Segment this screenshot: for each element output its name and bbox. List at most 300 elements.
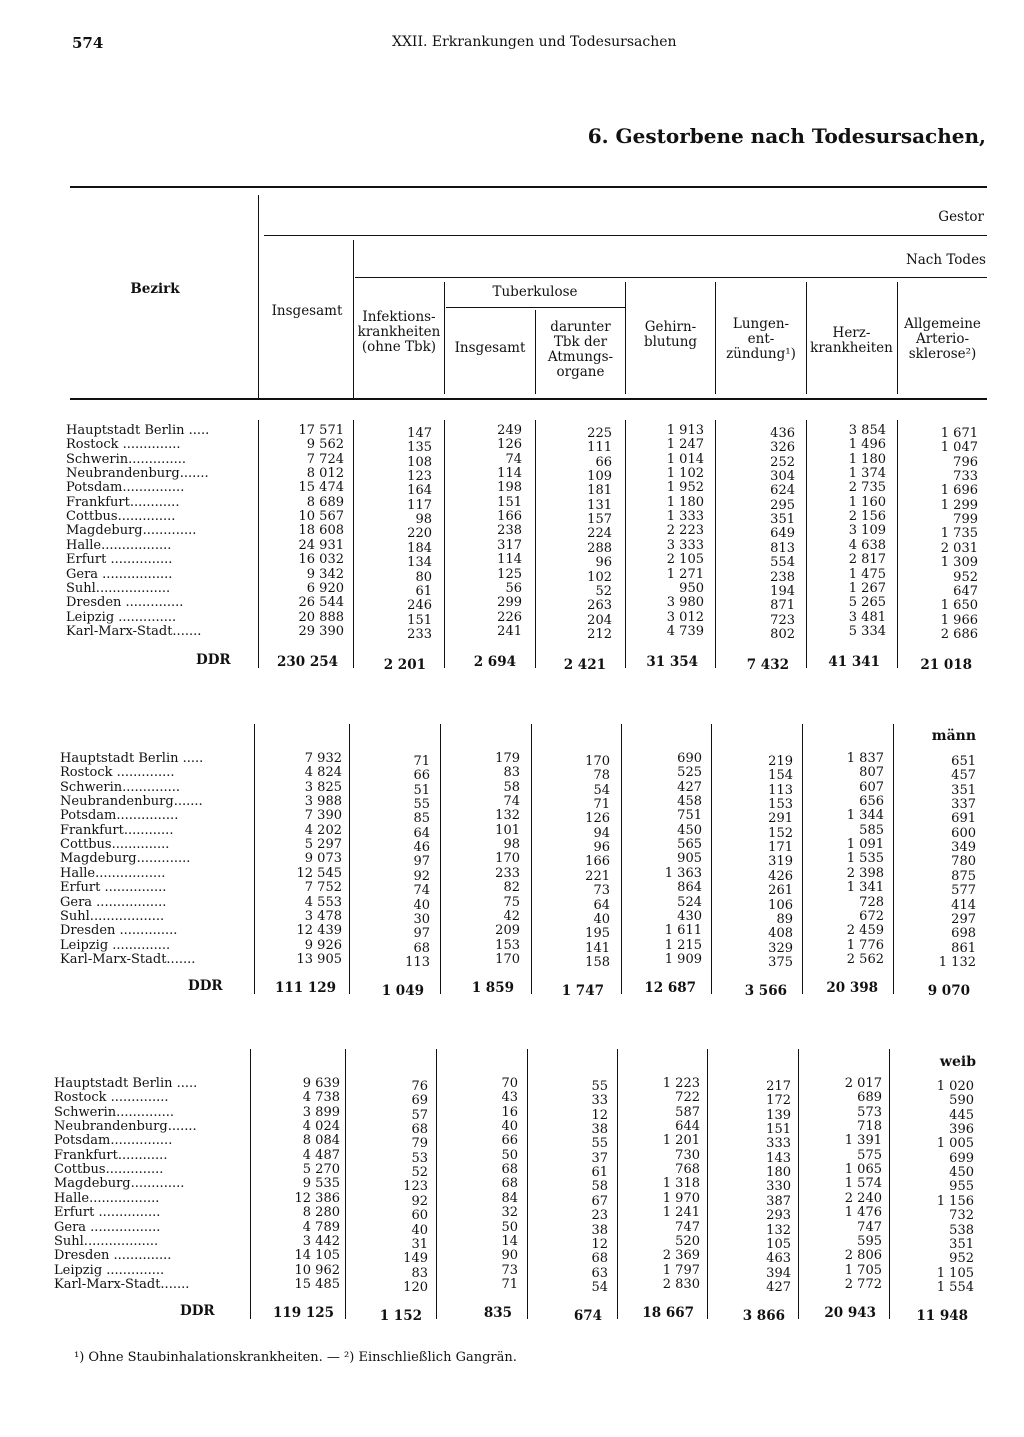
cell-value: 813	[770, 540, 795, 556]
cell-value: 2 735	[848, 480, 886, 496]
cell-value: 54	[593, 782, 610, 798]
cell-value: 651	[951, 754, 976, 769]
cell-value: 732	[949, 1208, 974, 1224]
cell-value: 58	[591, 1179, 608, 1195]
total-label: DDR	[180, 1303, 215, 1319]
cell-value: 135	[407, 440, 432, 456]
cell-value: 31	[411, 1236, 428, 1252]
bezirk-name: Potsdam...............	[54, 1134, 173, 1149]
cell-value: 1 705	[844, 1262, 882, 1278]
bezirk-name: Cottbus..............	[66, 510, 176, 525]
cell-value: 73	[593, 883, 610, 899]
total-value: 31 354	[646, 654, 698, 670]
cell-value: 330	[766, 1179, 791, 1195]
cell-value: 57	[411, 1107, 428, 1123]
cell-value: 3 988	[304, 794, 342, 810]
cell-value: 2 772	[844, 1276, 882, 1292]
cell-value: 871	[770, 598, 795, 614]
cell-value: 1 535	[846, 851, 884, 867]
cell-value: 1 005	[936, 1136, 974, 1152]
cell-value: 4 487	[302, 1147, 340, 1163]
table-row	[0, 808, 1024, 827]
bezirk-name: Erfurt ...............	[66, 553, 173, 568]
cell-value: 171	[768, 840, 793, 856]
cell-value: 1 391	[844, 1133, 882, 1149]
table-row	[0, 595, 1024, 614]
cell-value: 1 267	[848, 580, 886, 596]
header-vline	[625, 282, 626, 394]
cell-value: 1 554	[936, 1279, 974, 1295]
table-row	[0, 1205, 1024, 1224]
cell-value: 64	[413, 825, 430, 841]
cell-value: 1 650	[940, 598, 978, 614]
table-row	[0, 509, 1024, 528]
cell-value: 12	[591, 1236, 608, 1252]
col-arterio: Allgemeine Arterio- sklerose²)	[904, 316, 981, 362]
cell-value: 2 398	[846, 865, 884, 881]
cell-value: 14 105	[294, 1248, 340, 1264]
cell-value: 436	[770, 426, 795, 441]
cell-value: 46	[413, 840, 430, 856]
cell-value: 106	[768, 897, 793, 913]
total-value: 41 341	[828, 654, 880, 670]
table-row	[0, 1219, 1024, 1238]
cell-value: 143	[766, 1150, 791, 1166]
cell-value: 56	[505, 580, 522, 596]
total-value: 835	[483, 1305, 512, 1321]
total-value: 3 866	[742, 1308, 785, 1324]
cell-value: 450	[949, 1165, 974, 1181]
bezirk-name: Magdeburg.............	[54, 1177, 185, 1192]
cell-value: 333	[766, 1136, 791, 1152]
col-tuberkulose: Tuberkulose	[492, 284, 578, 300]
cell-value: 42	[503, 908, 520, 924]
table-row	[0, 794, 1024, 813]
cell-value: 952	[949, 1251, 974, 1267]
header-vline	[715, 282, 716, 394]
cell-value: 7 932	[304, 751, 342, 766]
cell-value: 74	[503, 794, 520, 810]
cell-value: 66	[595, 454, 612, 470]
col-herz: Herz- krankheiten	[810, 325, 893, 356]
cell-value: 349	[951, 840, 976, 856]
cell-value: 1 476	[844, 1205, 882, 1221]
bezirk-name: Hauptstadt Berlin .....	[60, 752, 204, 766]
total-value: 9 070	[927, 983, 970, 999]
cell-value: 1 102	[666, 466, 704, 482]
table-row	[0, 623, 1024, 642]
total-label: DDR	[188, 978, 223, 994]
table-row	[0, 1119, 1024, 1138]
col-tbk-atmung: darunter Tbk der Atmungs- organe	[547, 319, 614, 380]
cell-value: 82	[503, 880, 520, 896]
bezirk-name: Karl-Marx-Stadt.......	[66, 624, 202, 639]
cell-value: 450	[677, 822, 702, 838]
cell-value: 233	[407, 626, 432, 642]
cell-value: 698	[951, 926, 976, 942]
bezirk-name: Hauptstadt Berlin .....	[54, 1077, 198, 1091]
cell-value: 430	[677, 908, 702, 924]
table-row	[0, 1276, 1024, 1295]
cell-value: 108	[407, 454, 432, 470]
cell-value: 1 475	[848, 566, 886, 582]
cell-value: 126	[585, 811, 610, 827]
cell-value: 2 686	[940, 626, 978, 642]
cell-value: 71	[593, 797, 610, 813]
cell-value: 600	[951, 825, 976, 841]
cell-value: 351	[770, 512, 795, 528]
header-vline	[535, 310, 536, 394]
cell-value: 1 065	[844, 1162, 882, 1178]
table-row	[0, 580, 1024, 599]
cell-value: 53	[411, 1150, 428, 1166]
cell-value: 1 574	[844, 1176, 882, 1192]
cell-value: 50	[501, 1147, 518, 1163]
cell-value: 458	[677, 794, 702, 810]
table-row	[0, 566, 1024, 585]
bezirk-name: Karl-Marx-Stadt.......	[60, 952, 196, 967]
cell-value: 408	[768, 926, 793, 942]
cell-value: 76	[411, 1079, 428, 1094]
cell-value: 71	[413, 754, 430, 769]
cell-value: 217	[766, 1079, 791, 1094]
cell-value: 326	[770, 440, 795, 456]
page-number: 574	[72, 34, 104, 52]
cell-value: 9 535	[302, 1176, 340, 1192]
table-row	[0, 1162, 1024, 1181]
total-value: 7 432	[746, 657, 789, 673]
table-row	[0, 851, 1024, 870]
col-tbk-insgesamt: Insgesamt	[454, 340, 526, 356]
cell-value: 730	[675, 1147, 700, 1163]
cell-value: 1 837	[846, 751, 884, 766]
cell-value: 1 247	[666, 437, 704, 453]
cell-value: 132	[766, 1222, 791, 1238]
cell-value: 1 020	[936, 1079, 974, 1094]
cell-value: 89	[776, 911, 793, 927]
cell-value: 585	[859, 822, 884, 838]
cell-value: 40	[413, 897, 430, 913]
cell-value: 5 265	[848, 595, 886, 611]
cell-value: 3 012	[666, 609, 704, 625]
cell-value: 672	[859, 908, 884, 924]
cell-value: 17 571	[298, 423, 344, 438]
cell-value: 94	[593, 825, 610, 841]
cell-value: 179	[495, 751, 520, 766]
cell-value: 111	[587, 440, 612, 456]
cell-value: 577	[951, 883, 976, 899]
cell-value: 723	[770, 612, 795, 628]
cell-value: 4 024	[302, 1119, 340, 1135]
bezirk-name: Neubrandenburg.......	[60, 795, 203, 810]
cell-value: 151	[407, 612, 432, 628]
bezirk-name: Rostock ..............	[54, 1091, 169, 1106]
cell-value: 2 017	[844, 1076, 882, 1091]
cell-value: 9 562	[306, 437, 344, 453]
cell-value: 4 824	[304, 765, 342, 781]
header-vline	[353, 240, 354, 398]
cell-value: 375	[768, 954, 793, 970]
cell-value: 573	[857, 1104, 882, 1120]
cell-value: 153	[495, 937, 520, 953]
cell-value: 166	[585, 854, 610, 870]
table-row	[0, 751, 1024, 769]
tuberkulose-rule	[446, 307, 626, 308]
col-nach-todes: Nach Todes	[905, 252, 986, 268]
header-vline	[444, 282, 445, 394]
cell-value: 68	[501, 1162, 518, 1178]
cell-value: 226	[497, 609, 522, 625]
cell-value: 414	[951, 897, 976, 913]
cell-value: 64	[593, 897, 610, 913]
cell-value: 101	[495, 822, 520, 838]
cell-value: 166	[497, 509, 522, 525]
cell-value: 20 888	[298, 609, 344, 625]
cell-value: 5 270	[302, 1162, 340, 1178]
cell-value: 1 160	[848, 494, 886, 510]
cell-value: 134	[407, 555, 432, 571]
cell-value: 768	[675, 1162, 700, 1178]
cell-value: 61	[415, 583, 432, 599]
cell-value: 780	[951, 854, 976, 870]
cell-value: 149	[403, 1251, 428, 1267]
table-row	[0, 1248, 1024, 1267]
cell-value: 68	[591, 1251, 608, 1267]
cell-value: 2 806	[844, 1248, 882, 1264]
cell-value: 445	[949, 1107, 974, 1123]
cell-value: 689	[857, 1090, 882, 1106]
bezirk-name: Suhl..................	[66, 581, 171, 596]
total-value: 2 201	[383, 657, 426, 673]
total-value: 20 398	[826, 980, 878, 996]
cell-value: 299	[497, 595, 522, 611]
cell-value: 2 369	[662, 1248, 700, 1264]
cell-value: 70	[501, 1076, 518, 1091]
cell-value: 38	[591, 1222, 608, 1238]
cell-value: 114	[497, 552, 522, 568]
cell-value: 37	[591, 1150, 608, 1166]
cell-value: 40	[593, 911, 610, 927]
cell-value: 123	[403, 1179, 428, 1195]
cell-value: 747	[675, 1219, 700, 1235]
bezirk-name: Gera .................	[54, 1220, 161, 1235]
cell-value: 396	[949, 1122, 974, 1138]
col-gehirn: Gehirn- blutung	[643, 319, 698, 350]
total-value: 18 667	[642, 1305, 694, 1321]
cell-value: 68	[413, 940, 430, 956]
cell-value: 1 374	[848, 466, 886, 482]
cell-value: 1 333	[666, 509, 704, 525]
cell-value: 1 047	[940, 440, 978, 456]
cell-value: 92	[413, 868, 430, 884]
col-bezirk: Bezirk	[130, 281, 180, 297]
cell-value: 656	[859, 794, 884, 810]
cell-value: 78	[593, 768, 610, 784]
col-infektion: Infektions- krankheiten (ohne Tbk)	[357, 309, 441, 355]
cell-value: 181	[587, 483, 612, 499]
cell-value: 212	[587, 626, 612, 642]
cell-value: 141	[585, 940, 610, 956]
cell-value: 98	[503, 837, 520, 853]
col-lunge: Lungen- ent- zündung¹)	[726, 316, 796, 362]
cell-value: 10 962	[294, 1262, 340, 1278]
cell-value: 3 478	[304, 908, 342, 924]
cell-value: 3 825	[304, 779, 342, 795]
table-row	[0, 1190, 1024, 1209]
table-row	[0, 1176, 1024, 1195]
table-row	[0, 765, 1024, 784]
cell-value: 387	[766, 1193, 791, 1209]
bezirk-name: Dresden ..............	[54, 1249, 172, 1264]
cell-value: 575	[857, 1147, 882, 1163]
cell-value: 2 817	[848, 552, 886, 568]
cell-value: 90	[501, 1248, 518, 1264]
bezirk-name: Rostock ..............	[60, 766, 175, 781]
cell-value: 394	[766, 1265, 791, 1281]
cell-value: 66	[501, 1133, 518, 1149]
cell-value: 861	[951, 940, 976, 956]
cell-value: 520	[675, 1233, 700, 1249]
cell-value: 5 297	[304, 837, 342, 853]
cell-value: 68	[411, 1122, 428, 1138]
cell-value: 55	[591, 1136, 608, 1152]
cell-value: 33	[591, 1093, 608, 1109]
cell-value: 241	[497, 623, 522, 639]
cell-value: 905	[677, 851, 702, 867]
cell-value: 32	[501, 1205, 518, 1221]
cell-value: 2 830	[662, 1276, 700, 1292]
cell-value: 154	[768, 768, 793, 784]
cell-value: 595	[857, 1233, 882, 1249]
cell-value: 10 567	[298, 509, 344, 525]
cell-value: 92	[411, 1193, 428, 1209]
cell-value: 288	[587, 540, 612, 556]
bezirk-name: Magdeburg.............	[66, 524, 197, 539]
table-row	[0, 1104, 1024, 1123]
total-value: 20 943	[824, 1305, 876, 1321]
cell-value: 18 608	[298, 523, 344, 539]
table-title: 6. Gestorbene nach Todesursachen,	[587, 124, 986, 148]
cell-value: 9 926	[304, 937, 342, 953]
cell-value: 2 156	[848, 509, 886, 525]
cell-value: 158	[585, 954, 610, 970]
cell-value: 170	[495, 951, 520, 967]
bezirk-name: Erfurt ...............	[60, 881, 167, 896]
cell-value: 84	[501, 1190, 518, 1206]
cell-value: 52	[595, 583, 612, 599]
cell-value: 113	[405, 954, 430, 970]
cell-value: 252	[770, 454, 795, 470]
col-gestor: Gestor	[938, 209, 984, 225]
bezirk-name: Frankfurt............	[60, 823, 174, 838]
total-value: 2 694	[473, 654, 516, 670]
cell-value: 55	[591, 1079, 608, 1094]
cell-value: 85	[413, 811, 430, 827]
running-title: XXII. Erkrankungen und Todesursachen	[392, 34, 677, 50]
cell-value: 950	[679, 580, 704, 596]
cell-value: 54	[591, 1279, 608, 1295]
cell-value: 1 776	[846, 937, 884, 953]
cell-value: 152	[768, 825, 793, 841]
cell-value: 1 344	[846, 808, 884, 824]
cell-value: 525	[677, 765, 702, 781]
table-row	[0, 923, 1024, 942]
table-row	[0, 1133, 1024, 1152]
cell-value: 132	[495, 808, 520, 824]
total-value: 1 049	[381, 983, 424, 999]
cell-value: 126	[497, 437, 522, 453]
cell-value: 317	[497, 537, 522, 553]
bezirk-name: Suhl..................	[60, 909, 165, 924]
cell-value: 55	[413, 797, 430, 813]
cell-value: 61	[591, 1165, 608, 1181]
cell-value: 1 223	[662, 1076, 700, 1091]
total-value: 11 948	[916, 1308, 968, 1324]
cell-value: 864	[677, 880, 702, 896]
bezirk-name: Halle.................	[54, 1191, 160, 1206]
cell-value: 105	[766, 1236, 791, 1252]
cell-value: 40	[501, 1119, 518, 1135]
cell-value: 2 031	[940, 540, 978, 556]
cell-value: 1 014	[666, 451, 704, 467]
cell-value: 9 639	[302, 1076, 340, 1091]
table-row	[0, 894, 1024, 913]
header-vline	[258, 195, 259, 398]
cell-value: 297	[951, 911, 976, 927]
bezirk-name: Hauptstadt Berlin .....	[66, 424, 210, 438]
cell-value: 7 390	[304, 808, 342, 824]
cell-value: 2 240	[844, 1190, 882, 1206]
cell-value: 261	[768, 883, 793, 899]
table-row	[0, 937, 1024, 956]
cell-value: 8 689	[306, 494, 344, 510]
cell-value: 952	[953, 569, 978, 585]
cell-value: 304	[770, 469, 795, 485]
table-row	[0, 423, 1024, 441]
table-row	[0, 822, 1024, 841]
cell-value: 113	[768, 782, 793, 798]
bezirk-name: Leipzig ..............	[66, 610, 177, 625]
cell-value: 427	[766, 1279, 791, 1295]
gestor-rule	[264, 235, 987, 236]
cell-value: 74	[413, 883, 430, 899]
total-value: 1 747	[561, 983, 604, 999]
cell-value: 198	[497, 480, 522, 496]
cell-value: 180	[766, 1165, 791, 1181]
cell-value: 3 481	[848, 609, 886, 625]
cell-value: 9 342	[306, 566, 344, 582]
cell-value: 319	[768, 854, 793, 870]
cell-value: 1 309	[940, 555, 978, 571]
cell-value: 607	[859, 779, 884, 795]
cell-value: 1 341	[846, 880, 884, 896]
cell-value: 1 132	[938, 954, 976, 970]
cell-value: 79	[411, 1136, 428, 1152]
cell-value: 426	[768, 868, 793, 884]
bezirk-name: Leipzig ..............	[60, 938, 171, 953]
cell-value: 722	[675, 1090, 700, 1106]
cell-value: 147	[407, 426, 432, 441]
table-row	[0, 1233, 1024, 1252]
cell-value: 52	[411, 1165, 428, 1181]
cell-value: 1 105	[936, 1265, 974, 1281]
cell-value: 2 223	[666, 523, 704, 539]
cell-value: 58	[503, 779, 520, 795]
total-value: 230 254	[276, 654, 338, 670]
cell-value: 1 271	[666, 566, 704, 582]
cell-value: 1 696	[940, 483, 978, 499]
cell-value: 16 032	[298, 552, 344, 568]
